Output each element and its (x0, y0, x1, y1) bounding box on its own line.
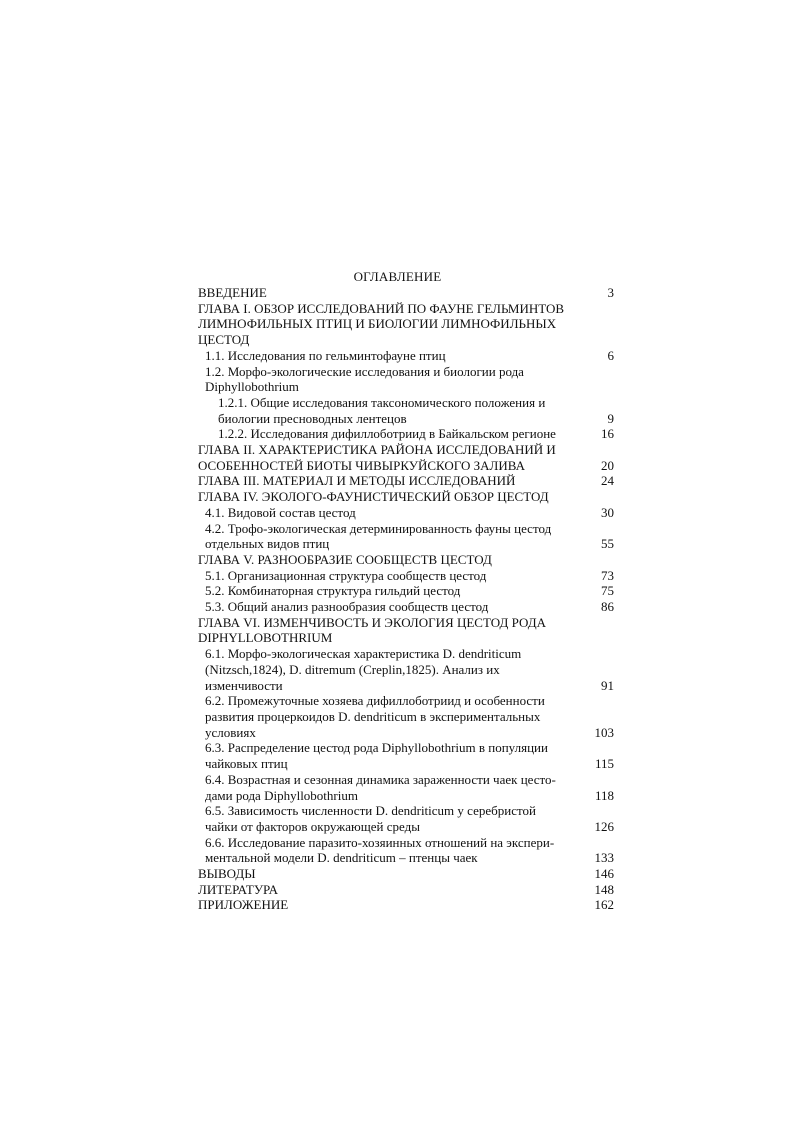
toc-entry-text: ГЛАВА IV. ЭКОЛОГО-ФАУНИСТИЧЕСКИЙ ОБЗОР ЦЕСТОД (198, 489, 549, 505)
toc-entry-chapter-5 (198, 552, 628, 568)
toc-entry-6-5 (198, 803, 628, 834)
toc-entry-page: 103 (594, 724, 614, 740)
toc-entry-6-6 (198, 835, 628, 866)
toc-entry-text: 6.4. Возрастная и сезонная динамика зараженности чаек цесто-дами рода Diphyllobothrium (205, 771, 556, 803)
toc-entry-page: 73 (601, 567, 614, 583)
toc-entry-6-4 (198, 772, 628, 803)
toc-entry-text: 6.5. Зависимость численности D. dendriticum у серебристой чайки от факторов окружающей среды (205, 803, 536, 834)
toc-entry-text: 6.3. Распределение цестод рода Diphyllobothrium в популяции чайковых птиц (205, 740, 548, 772)
toc-entry-appendix (198, 897, 628, 913)
toc-entry-page: 20 (601, 457, 614, 473)
toc-entry-page: 55 (601, 536, 614, 552)
toc-entry-4-2 (198, 521, 628, 552)
table-of-contents (198, 285, 628, 913)
toc-entry-text: ЛИТЕРАТУРА (198, 881, 278, 897)
toc-entry-text: 5.3. Общий анализ разнообразия сообществ цестод (205, 599, 489, 615)
toc-entry-introduction (198, 285, 628, 301)
toc-entry-text: ВЫВОДЫ (198, 866, 256, 882)
toc-entry-text: ГЛАВА VI. ИЗМЕНЧИВОСТЬ И ЭКОЛОГИЯ ЦЕСТОД РОДА DIPHYLLOBOTHRIUM (198, 614, 546, 646)
toc-entry-page: 24 (601, 473, 614, 489)
toc-entry-4-1 (198, 505, 628, 521)
toc-entry-page: 148 (594, 881, 614, 897)
toc-entry-6-1 (198, 646, 628, 693)
toc-entry-text: 6.1. Морфо-экологическая характеристика D. dendriticum (Nitzsch,1824), D. ditremum (Creplin,1825). Анализ их изменчивости (205, 646, 522, 693)
toc-entry-chapter-2 (198, 442, 628, 473)
toc-entry-page: 9 (607, 410, 614, 426)
toc-entry-text: 6.6. Исследование паразито-хозяинных отношений на экспери-ментальной модели D. dendriticum – птенцы чаек (205, 834, 555, 866)
toc-entry-page: 115 (594, 756, 614, 772)
toc-entry-page: 126 (594, 818, 614, 834)
toc-entry-text: 4.2. Трофо-экологическая детерминированность фауны цестод отдельных видов птиц (205, 520, 552, 552)
toc-entry-conclusions (198, 866, 628, 882)
toc-entry-1-1 (198, 348, 628, 364)
toc-entry-5-1 (198, 568, 628, 584)
toc-entry-chapter-6 (198, 615, 628, 646)
toc-entry-chapter-1 (198, 301, 628, 348)
toc-entry-text: 5.2. Комбинаторная структура гильдий цестод (205, 583, 461, 599)
toc-entry-1-2-2 (198, 426, 628, 442)
toc-entry-5-2 (198, 583, 628, 599)
toc-entry-6-3 (198, 740, 628, 771)
toc-title: ОГЛАВЛЕНИЕ (353, 269, 442, 284)
toc-entry-6-2 (198, 693, 628, 740)
toc-entry-page: 91 (601, 677, 614, 693)
toc-entry-page: 30 (601, 504, 614, 520)
toc-entry-5-3 (198, 599, 628, 615)
toc-entry-page: 16 (601, 426, 614, 442)
toc-entry-page: 146 (594, 866, 614, 882)
toc-entry-chapter-4 (198, 489, 628, 505)
toc-entry-page: 6 (607, 347, 614, 363)
toc-entry-text: ГЛАВА II. ХАРАКТЕРИСТИКА РАЙОНА ИССЛЕДОВАНИЙ И ОСОБЕННОСТЕЙ БИОТЫ ЧИВЫРКУЙСКОГО ЗАЛИВА (198, 442, 556, 473)
toc-entry-text: 4.1. Видовой состав цестод (205, 504, 356, 520)
toc-entry-literature (198, 882, 628, 898)
toc-entry-page: 86 (601, 599, 614, 615)
toc-entry-text: 1.1. Исследования по гельминтофауне птиц (205, 347, 446, 363)
toc-entry-text: 1.2. Морфо-экологические исследования и биологии рода Diphyllobothrium (205, 363, 524, 395)
toc-entry-1-2 (198, 364, 628, 395)
toc-entry-text: ГЛАВА III. МАТЕРИАЛ И МЕТОДЫ ИССЛЕДОВАНИЙ (198, 473, 516, 489)
toc-entry-1-2-1 (198, 395, 628, 426)
toc-entry-text: ГЛАВА I. ОБЗОР ИССЛЕДОВАНИЙ ПО ФАУНЕ ГЕЛЬМИНТОВ ЛИМНОФИЛЬНЫХ ПТИЦ И БИОЛОГИИ ЛИМНОФИЛЬНЫХ ЦЕСТОД (198, 300, 565, 348)
toc-entry-text: ВВЕДЕНИЕ (198, 285, 267, 300)
toc-entry-text: 5.1. Организационная структура сообществ цестод (205, 567, 487, 583)
toc-entry-text: ГЛАВА V. РАЗНООБРАЗИЕ СООБЩЕСТВ ЦЕСТОД (198, 551, 492, 567)
toc-entry-page: 162 (594, 897, 614, 913)
toc-entry-chapter-3 (198, 473, 628, 489)
toc-entry-text: 1.2.1. Общие исследования таксономического положения и биологии пресноводных лентецов (218, 394, 546, 426)
toc-entry-text: 6.2. Промежуточные хозяева дифиллоботриид и особенности развития процеркоидов D. dendriticum в экспериментальных условиях (205, 693, 545, 740)
toc-entry-page: 118 (594, 787, 614, 803)
toc-entry-page: 133 (594, 850, 614, 866)
toc-entry-page: 3 (607, 285, 614, 300)
toc-entry-text: ПРИЛОЖЕНИЕ (198, 897, 289, 913)
toc-entry-text: 1.2.2. Исследования дифиллоботриид в Байкальском регионе (218, 426, 556, 442)
toc-entry-page: 75 (601, 583, 614, 599)
